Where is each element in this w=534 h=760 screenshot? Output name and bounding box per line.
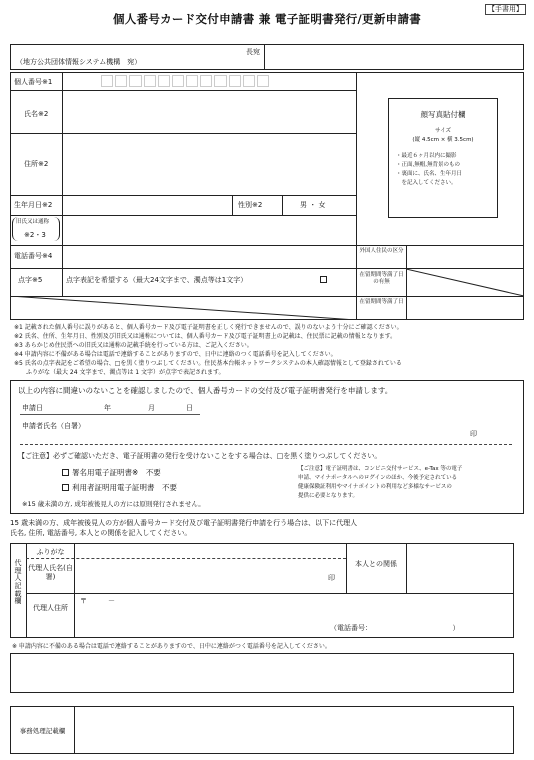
- under-15-note: ※15 歳未満の方, 成年被後見人の方には原則発行されません。: [22, 500, 205, 508]
- cert-side-note-1: 【ご注意】電子証明書は、コンビニ交付サービス、e-Tax 等の電子: [298, 466, 463, 472]
- note-5-cont: ふりがな（最大 24 文字まで、濁点等は 1 文字）が点字で表記されます。: [14, 369, 225, 376]
- signature-cert-checkbox[interactable]: [62, 469, 69, 476]
- cert-side-note-4: 提供に必要となります。: [298, 493, 359, 499]
- user-cert-checkbox[interactable]: [62, 484, 69, 491]
- signer-field[interactable]: [20, 444, 512, 445]
- note-1: ※1 記載された個人番号に誤りがあると、個人番号カード及び電子証明書を正しく発行できませんので、誤りのないよう十分にご確認ください。: [14, 324, 403, 331]
- foreign-resident-label: 外国人住民の区分: [359, 248, 404, 254]
- cert-side-note-2: 申請、マイナポータルへのログインのほか、今後予定されている: [298, 475, 458, 481]
- proxy-intro-2: 氏名, 住所, 電話番号, 本人との関係を記入してください。: [10, 529, 192, 537]
- photo-rule: ・最近６ヶ月以内に撮影: [396, 153, 457, 159]
- footer-note: ※ 申請内容に不備のある場合は電話で連絡することがありますので、日中に連絡がつく電話番号を記入してください。: [12, 643, 331, 650]
- option-user-cert[interactable]: [62, 483, 177, 492]
- signer-label: 申請者氏名（自署）: [22, 422, 85, 430]
- handwriting-tag: 【手書用】: [485, 4, 526, 15]
- option-signature-cert[interactable]: [62, 468, 161, 477]
- name-label: 氏名※2: [24, 110, 49, 118]
- office-use-label: 事務処理記載欄: [19, 727, 66, 735]
- braille-text: 点字表記を希望する（最大24文字まで、濁点等は1文字）: [66, 276, 248, 284]
- personal-number-label: 個人番号※1: [14, 78, 53, 86]
- old-name-bracket: [12, 217, 60, 241]
- sex-label: 性別※2: [238, 201, 263, 209]
- year-label: 年: [104, 404, 111, 412]
- relation-label: 本人との関係: [355, 560, 397, 568]
- form-title: 個人番号カード交付申請書 兼 電子証明書発行/更新申請書: [112, 12, 422, 26]
- phone-label: 電話番号※4: [14, 252, 53, 260]
- stay-period-label: 在留期間等満了日の有無: [359, 272, 404, 285]
- recipient-suffix: 長宛: [246, 48, 260, 56]
- confirmation-statement: 以上の内容に間違いのないことを確認しましたので、個人番号カードの交付及び電子証明書発行を申請します。: [18, 386, 393, 395]
- sex-options[interactable]: 男 ・ 女: [300, 201, 326, 209]
- void-cell-slash: [406, 269, 524, 297]
- proxy-seal: 印: [328, 574, 335, 582]
- note-5: ※5 氏名の点字表記をご希望の場合、□を黒く塗りつぶしてください。住民基本台帳ネットワークシステムの本人確認情報として登録されている: [14, 360, 402, 367]
- proxy-name-label: 代理人氏名(自署): [28, 564, 73, 581]
- caution-text: 【ご注意】必ずご確認いただき、電子証明書の発行を受けないことをする場合は、□を黒く塗りつぶしてください。: [18, 452, 382, 460]
- signer-seal: 印: [470, 430, 477, 438]
- photo-rule: ・裏面に、氏名、生年月日: [396, 171, 463, 177]
- photo-rule: ・正面,無帽,無背景のもの: [396, 162, 460, 168]
- proxy-address-label: 代理人住所: [33, 604, 68, 612]
- braille-checkbox[interactable]: [320, 276, 327, 283]
- birthdate-label: 生年月日※2: [14, 201, 53, 209]
- braille-label: 点字※5: [18, 276, 43, 284]
- proxy-intro-1: 15 歳未満の方、成年被後見人の方が個人番号カード交付及び電子証明書発行申請を行う場合は、以下に代理人: [10, 519, 358, 527]
- note-3: ※3 あらかじめ住民票への旧氏又は通称の記載手続を行っている方は、ご記入ください。: [14, 342, 253, 349]
- address-label: 住所※2: [24, 160, 49, 168]
- proxy-furigana-field[interactable]: [75, 544, 345, 558]
- note-2: ※2 氏名、住所、生年月日、性別及び旧氏又は通称については、個人番号カード及び電子証明書上の記載は、住民票に記載の情報となります。: [14, 333, 397, 340]
- furigana-label: ふりがな: [36, 548, 65, 556]
- office-use-box: [10, 706, 514, 754]
- application-date-field[interactable]: [20, 414, 200, 415]
- month-label: 月: [148, 404, 155, 412]
- day-label: 日: [186, 404, 193, 412]
- user-cert-label: 利用者証明用電子証明書 不要: [72, 483, 177, 492]
- proxy-phone[interactable]: （電話番号： ）: [330, 624, 460, 632]
- old-name-label: 旧氏又は通称: [16, 219, 50, 225]
- photo-title: 顔写真貼付欄: [420, 110, 466, 119]
- phone-field[interactable]: [63, 246, 355, 268]
- proxy-address-field[interactable]: [75, 606, 513, 624]
- signature-cert-label: 署名用電子証明書※ 不要: [72, 468, 161, 477]
- void-row-slash: [10, 296, 357, 320]
- personal-number-input[interactable]: [100, 74, 270, 88]
- relation-field[interactable]: [407, 544, 513, 592]
- proxy-postal[interactable]: 〒 －: [80, 597, 115, 605]
- photo-size-value: (縦 4.5cm × 横 3.5cm): [412, 137, 474, 143]
- proxy-name-field[interactable]: [75, 559, 345, 593]
- name-field[interactable]: [63, 91, 355, 133]
- address-field[interactable]: [63, 134, 355, 194]
- footer-blank-box: [10, 653, 514, 693]
- note-4: ※4 申請内容に不備がある場合は電話で連絡することがありますので、日中に連絡のつく電話番号を記入してください。: [14, 351, 337, 358]
- old-name-note: ※2・3: [24, 231, 46, 239]
- photo-size-label: サイズ: [434, 128, 452, 134]
- photo-rule: を記入してください。: [396, 180, 457, 186]
- confirmation-box: [10, 380, 524, 514]
- stay-expiry-label: 在留期間等満了日: [359, 299, 404, 305]
- application-date-label: 申請日: [22, 404, 43, 412]
- proxy-side-title: 代理人記載欄: [14, 559, 22, 606]
- cert-side-note-3: 健康保険証利用やマイナポイントの利用など多様なサービスの: [298, 484, 452, 490]
- recipient-label: （地方公共団体情報システム機構 宛）: [16, 58, 142, 66]
